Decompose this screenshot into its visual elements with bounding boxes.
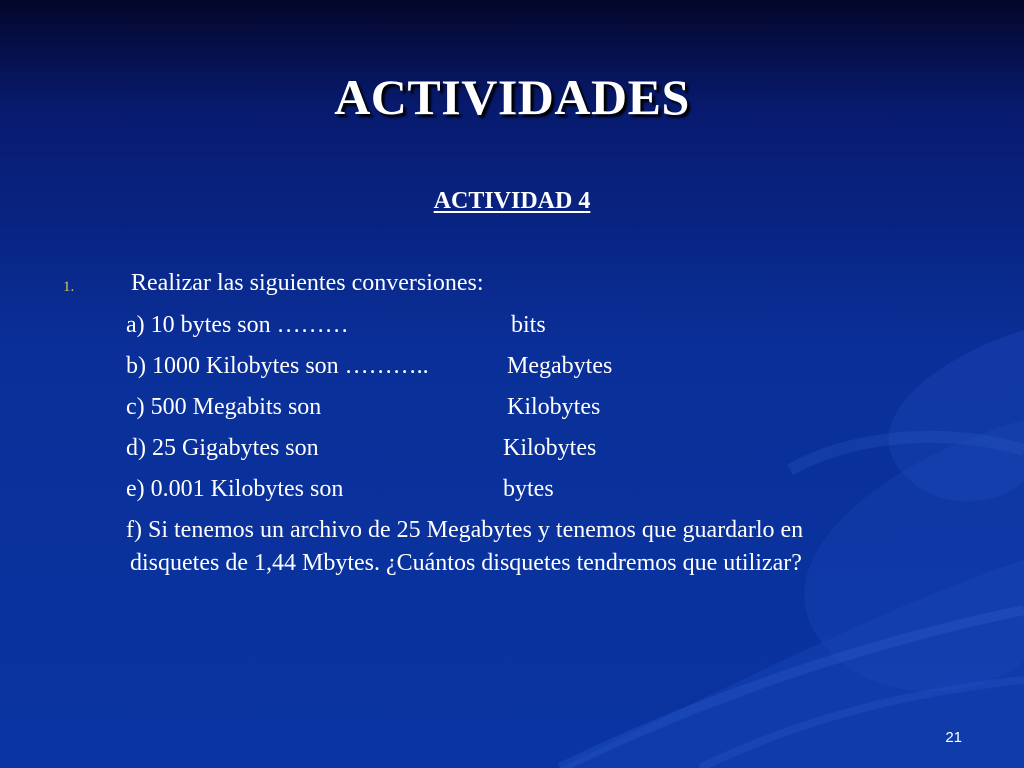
conversion-b-unit: Megabytes xyxy=(507,353,613,379)
problem-f-line2: disquetes de 1,44 Mbytes. ¿Cuántos disquetes tendremos que utilizar? xyxy=(130,550,802,576)
conversion-a-text: a) 10 bytes son ……… xyxy=(126,312,349,338)
page-number: 21 xyxy=(945,729,962,746)
conversion-e-text: e) 0.001 Kilobytes son xyxy=(126,476,344,502)
conversion-d-unit: Kilobytes xyxy=(503,435,597,461)
list-item-number: 1. xyxy=(63,279,75,295)
instruction-text: Realizar las siguientes conversiones: xyxy=(131,270,484,296)
conversion-e-unit: bytes xyxy=(503,476,554,502)
conversion-d-text: d) 25 Gigabytes son xyxy=(126,435,319,461)
slide-title: ACTIVIDADES xyxy=(334,69,690,125)
problem-f-line1: f) Si tenemos un archivo de 25 Megabytes y tenemos que guardarlo en xyxy=(126,517,804,543)
activity-subtitle: ACTIVIDAD 4 xyxy=(433,188,591,214)
conversion-b-text: b) 1000 Kilobytes son ……….. xyxy=(126,353,429,379)
conversion-a-unit: bits xyxy=(511,312,546,338)
conversion-c-text: c) 500 Megabits son xyxy=(126,394,322,420)
conversion-c-unit: Kilobytes xyxy=(507,394,601,420)
